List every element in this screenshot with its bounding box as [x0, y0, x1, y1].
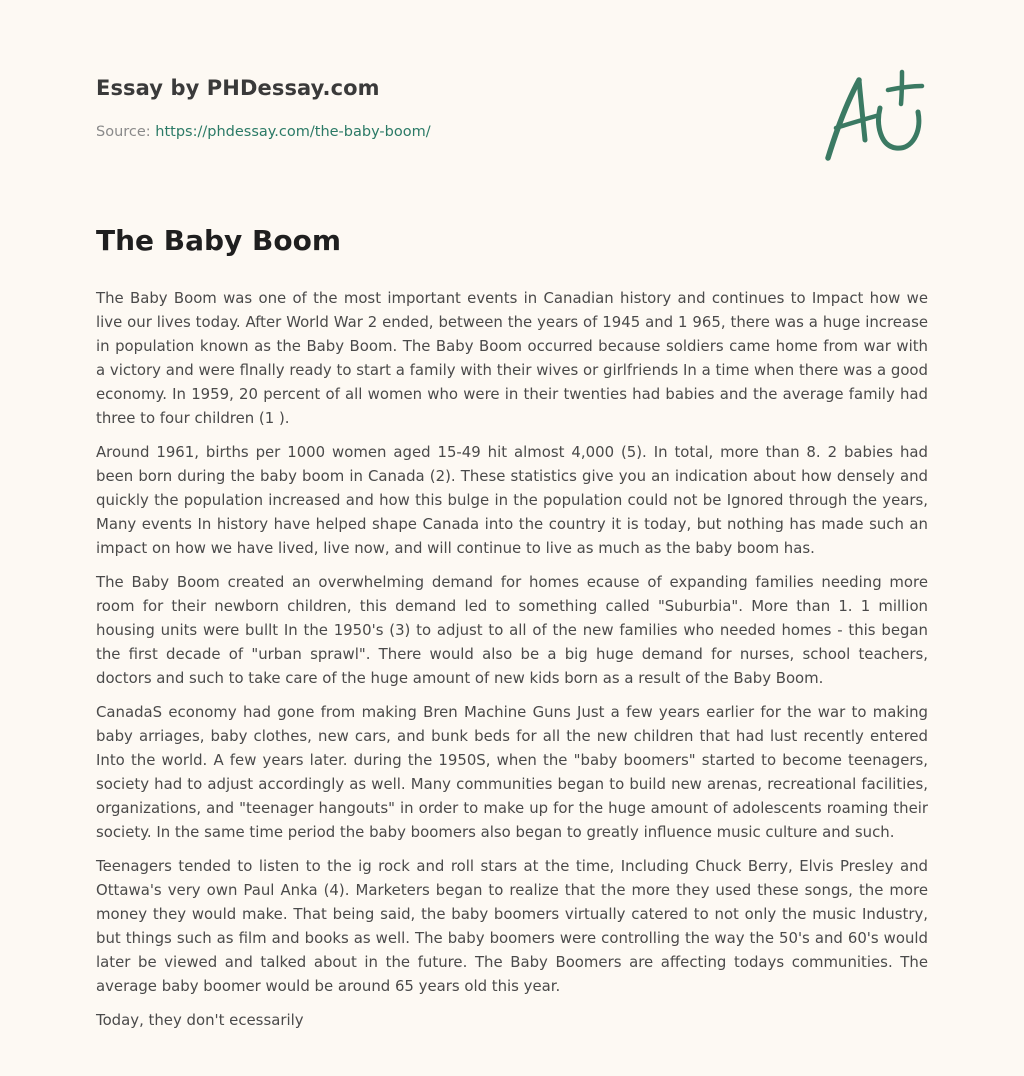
article-paragraph: The Baby Boom was one of the most important events in Canadian history and continues to Impact how we live our lives today. After World War 2 ended, between the years of 1945 and 1 965, there was a huge increase in population known as the Baby Boom. The Baby Boom occurred because soldiers came home from war with a victory and were flnally ready to start a family with their wives or girlfriends In a time when there was a good economy. In 1959, 20 percent of all women who were in their twenties had babies and the average family had three to four children (1 ).	[96, 289, 928, 427]
article-title: The Baby Boom	[96, 224, 342, 257]
a-plus-grade-icon	[822, 62, 928, 166]
essay-page	[96, 0, 928, 1076]
source-label: Source:	[96, 124, 156, 140]
article-paragraph: Today, they don't ecessarily	[96, 1011, 304, 1029]
article-body	[96, 286, 928, 1042]
article-paragraph: Teenagers tended to listen to the ig rock and roll stars at the time, Including Chuck Berry, Elvis Presley and Ottawa's very own Paul Anka (4). Marketers began to realize that the more they used these songs, the more money they would make. That being said, the baby boomers virtually catered to not only the music Industry, but things such as film and books as well. The baby boomers were controlling the way the 50's and 60's would later be viewed and talked about in the future. The Baby Boomers are affecting todays communities. The average baby boomer would be around 65 years old this year.	[96, 857, 928, 995]
source-link[interactable]: https://phdessay.com/the-baby-boom/	[155, 124, 431, 140]
article-paragraph: CanadaS economy had gone from making Bren Machine Guns Just a few years earlier for the war to making baby arriages, baby clothes, new cars, and bunk beds for all the new children that had lust recently entered Into the world. A few years later. during the 1950S, when the "baby boomers" started to become teenagers, society had to adjust accordingly as well. Many communities began to build new arenas, recreational facilities, organizations, and "teenager hangouts" in order to make up for the huge amount of adolescents roaming their society. In the same time period the baby boomers also began to greatly influence music culture and such.	[96, 703, 928, 841]
article-paragraph: The Baby Boom created an overwhelming demand for homes ecause of expanding families needing more room for their newborn children, this demand led to something called "Suburbia". More than 1. 1 million housing units were bullt In the 1950's (3) to adjust to all of the new families who needed homes - this began the first decade of "urban sprawl". There would also be a big huge demand for nurses, school teachers, doctors and such to take care of the huge amount of new kids born as a result of the Baby Boom.	[96, 573, 928, 687]
article-paragraph: Around 1961, births per 1000 women aged 15-49 hit almost 4,000 (5). In total, more than 8. 2 babies had been born during the baby boom in Canada (2). These statistics give you an indication about how densely and quickly the population increased and how this bulge in the population could not be Ignored through the years, Many events In history have helped shape Canada into the country it is today, but nothing has made such an impact on how we have lived, live now, and will continue to live as much as the baby boom has.	[96, 443, 928, 557]
site-brand: Essay by PHDessay.com	[96, 76, 380, 100]
source-line	[96, 124, 431, 140]
